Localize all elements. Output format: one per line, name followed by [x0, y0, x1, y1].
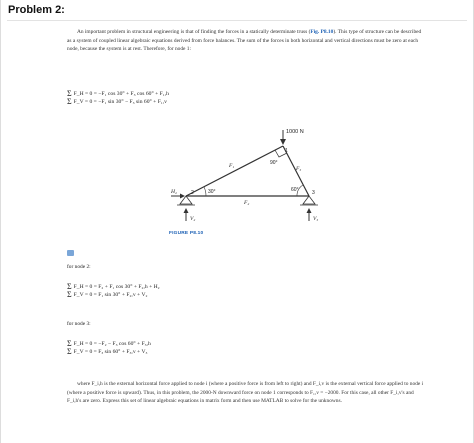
intro-paragraph — [67, 28, 427, 54]
node1-equations: Σ F_H = 0 = −F₁ cos 30° + F₃ cos 60° + F₁,h Σ F_V = 0 = −F₁ sin 30° − F₃ sin 60° + F₁,v — [67, 89, 169, 107]
f2-label: F₂ — [244, 200, 250, 206]
edit-icon[interactable] — [67, 250, 74, 256]
truss-figure — [171, 124, 351, 224]
f1-label: F₁ — [229, 163, 235, 169]
support-roller-right — [303, 196, 315, 204]
v3-label: V₃ — [313, 216, 319, 222]
node-2-label: 2 — [191, 190, 194, 196]
node1-eq-vertical: F_V = 0 = −F₁ sin 30° − F₃ sin 60° + F₁,v — [73, 99, 167, 106]
outro-text: where F_i,h is the external horizontal force applied to node i (where a positive force is from left to right) and F_i,v is the external vertical force applied to node i (where a positive force is upward). Thus, in this problem, the 2000-N downward force on node 1 corresponds to F₁,v = −2000. For this case, all other F_i,v's and F_i,h's are zero. Express this set of linear algebraic equations in matrix form and then use MATLAB to solve for the unknowns. — [67, 381, 424, 405]
load-label: 1000 N — [286, 129, 304, 135]
node2-equations: Σ F_H = 0 = F₂ + F₁ cos 30° + F₂,h + H₂ Σ F_V = 0 = F₁ sin 30° + F₂,v + V₂ — [67, 282, 160, 300]
figure-caption: FIGURE P8.10 — [169, 231, 204, 236]
node3-eq-vertical: F_V = 0 = F₃ sin 60° + F₃,v + V₃ — [73, 349, 148, 356]
node1-eq-horizontal: F_H = 0 = −F₁ cos 30° + F₃ cos 60° + F₁,h — [73, 91, 169, 97]
node-3-label: 3 — [312, 190, 315, 196]
node2-eq-horizontal: F_H = 0 = F₂ + F₁ cos 30° + F₂,h + H₂ — [73, 284, 160, 290]
node3-label: for node 3: — [67, 321, 91, 327]
load-arrowhead — [280, 139, 286, 145]
v3-arrowhead — [307, 208, 312, 213]
problem-title: Problem 2: — [8, 4, 65, 16]
angle-arc-left — [204, 187, 206, 196]
v2-label: V₂ — [190, 216, 196, 222]
member-f1 — [186, 146, 283, 196]
node3-equations: Σ F_H = 0 = −F₂ − F₃ cos 60° + F₃,h Σ F_V = 0 = F₃ sin 60° + F₃,v + V₃ — [67, 339, 151, 357]
intro-text-after: ). This type of structure can be described as a system of coupled linear algebraic equations derived from force balances. The sum of the forces in both horizontal and vertical directions must be zero at each node, because the system is at rest. Therefore, for node 1: — [67, 29, 422, 53]
figure-link[interactable]: Fig. P8.10 — [310, 29, 334, 35]
angle-right-label: 60° — [291, 187, 299, 193]
node2-label: for node 2: — [67, 264, 91, 270]
h2-label: H₂ — [171, 189, 177, 195]
angle-left-label: 30° — [208, 189, 216, 195]
node3-eq-horizontal: F_H = 0 = −F₂ − F₃ cos 60° + F₃,h — [73, 341, 151, 347]
angle-top-label: 90° — [270, 160, 278, 166]
f3-label: F₃ — [296, 166, 302, 172]
outro-paragraph — [67, 380, 427, 406]
intro-text-before: An important problem in structural engineering is that of finding the forces in a statically determinate truss ( — [77, 29, 311, 35]
node-1-label: 1 — [285, 148, 288, 154]
v2-arrowhead — [184, 208, 189, 213]
node2-eq-vertical: F_V = 0 = F₁ sin 30° + F₂,v + V₂ — [73, 292, 148, 299]
title-divider — [7, 20, 467, 21]
